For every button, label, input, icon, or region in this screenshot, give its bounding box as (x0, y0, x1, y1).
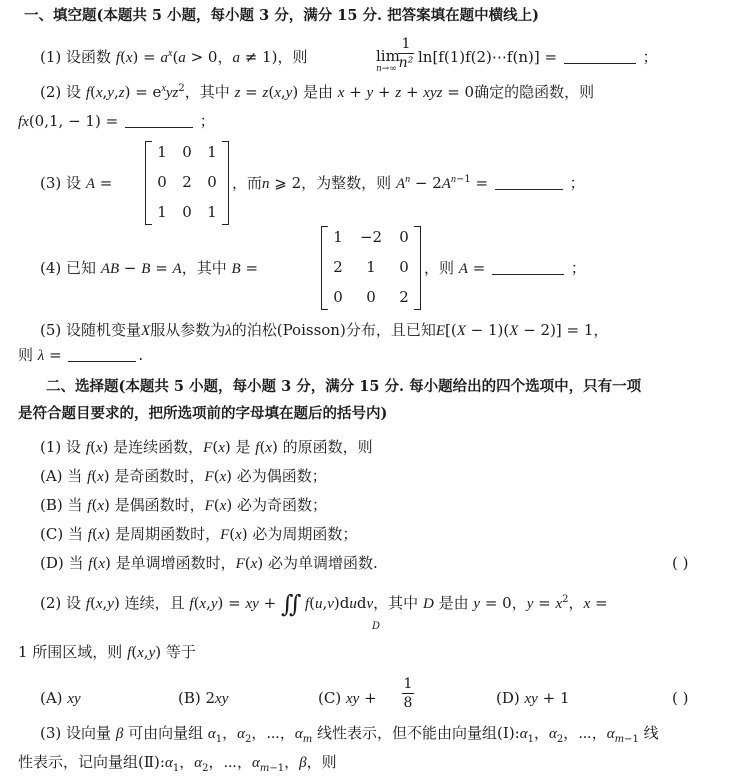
matrix-cell: 1 (207, 143, 217, 161)
matrix-cell: 0 (333, 288, 343, 306)
choice-2-option-d[interactable]: (D) xy + 1 (496, 689, 570, 707)
fill-question-2-line2: fx(0,1, − 1) = ； (18, 112, 215, 130)
matrix-cell: −2 (359, 228, 383, 246)
answer-blank-5[interactable] (68, 347, 136, 362)
fill-question-1: (1) 设函数 $f(x) = a^x(a > 0$，a ≠ 1)，则 (40, 48, 308, 66)
lim-subscript: n→∞ (376, 64, 397, 74)
matrix-cell: 0 (182, 143, 192, 161)
matrix-cell: 0 (399, 258, 409, 276)
matrix-B (321, 226, 421, 310)
choice-1-option-d[interactable]: (D) 当 f(x) 是单调增函数时，F(x) 必为单调增函数. (40, 554, 378, 572)
section2-heading-line2: 是符合题目要求的，把所选项前的字母填在题后的括号内) (18, 405, 388, 422)
answer-blank-1[interactable] (564, 49, 636, 64)
choice-1-option-a[interactable]: (A) 当 f(x) 是奇函数时，F(x) 必为偶函数； (40, 467, 327, 485)
choice-question-3-line1: (3) 设向量 β 可由向量组 $\alpha_1$，$\alpha_2$，⋯，$\alpha_m$ 线性表示，但不能由向量组$(Ⅰ):\alpha_1$，$\alpha_2$，⋯，$\alpha_{m-1}$ 线 (40, 724, 659, 745)
matrix-cell: 2 (182, 173, 192, 191)
fill-question-5-line2: 则 λ = . (18, 346, 144, 364)
matrix-cell: 0 (182, 203, 192, 221)
matrix-cell: 2 (399, 288, 409, 306)
matrix-cell: 1 (157, 143, 167, 161)
choice-2-option-a[interactable]: (A) xy (40, 689, 81, 707)
matrix-cell: 0 (157, 173, 167, 191)
section1-heading: 一、填空题(本题共 5 小题，每小题 3 分，满分 15 分. 把答案填在题中横线上) (24, 7, 539, 24)
fill-question-4-label: (4) 已知 AB − B = A，其中 B = (40, 259, 259, 277)
fill-question-3-rest: ，而n ⩾ 2，为整数，则 $A^n - 2A^{n-1}$ = ； (232, 174, 585, 192)
double-integral-sign: ∬ (280, 590, 296, 618)
choice-2-option-b[interactable]: (B) 2xy (178, 689, 229, 707)
answer-paren-2[interactable]: ( ) (672, 689, 689, 707)
fraction-one-eighth: 1 8 (403, 676, 413, 711)
frac-numerator: 1 (401, 36, 411, 52)
choice-question-1-stem: (1) 设 f(x) 是连续函数，F(x) 是 f(x) 的原函数，则 (40, 438, 373, 456)
answer-blank-2[interactable] (125, 113, 193, 128)
matrix-cell: 2 (333, 258, 343, 276)
section2-heading-line1: 二、选择题(本题共 5 小题，每小题 3 分，满分 15 分. 每小题给出的四个选项中，只有一项 (46, 378, 642, 395)
fill-question-3-label: (3) 设 A = (40, 174, 113, 192)
matrix-cell: 1 (157, 203, 167, 221)
matrix-cell: 0 (399, 228, 409, 246)
choice-2-option-c[interactable]: (C) xy + (318, 689, 377, 707)
choice-1-option-c[interactable]: (C) 当 f(x) 是周期函数时，F(x) 必为周期函数； (40, 525, 358, 543)
matrix-cell: 0 (207, 173, 217, 191)
fraction-one-over-n-squared (398, 36, 414, 71)
fill-question-5-line1: (5) 设随机变量X服从参数为λ的泊松(Poisson)分布，且已知E[(X − 1)(X − 2)] = 1， (40, 321, 609, 339)
limit-expression (376, 47, 400, 74)
matrix-A (145, 141, 229, 225)
fill-question-4-rest: ，则 A = ； (424, 259, 586, 277)
matrix-cell: 0 (366, 288, 376, 306)
choice-1-option-b[interactable]: (B) 当 f(x) 是偶函数时，F(x) 必为奇函数； (40, 496, 327, 514)
choice-question-3-line2: 性表示，记向量组$(Ⅱ):\alpha_1$，$\alpha_2$，⋯，$\alpha_{m-1}$，β，则 (18, 753, 337, 774)
matrix-cell: 1 (207, 203, 217, 221)
frac-denominator: n² (398, 55, 414, 71)
matrix-cell: 1 (333, 228, 343, 246)
choice-question-2-stem: (2) 设 f(x,y) 连续，且 f(x,y) = xy + ∬ f(u,v)dudv，其中 D 是由 y = 0，$y = x^2$，x = (40, 590, 608, 618)
matrix-cell: 1 (366, 258, 376, 276)
answer-paren-1[interactable]: ( ) (672, 554, 689, 572)
lim-word: lim (376, 47, 400, 65)
answer-blank-4[interactable] (492, 260, 564, 275)
integral-region-D: D (372, 621, 381, 632)
choice-question-2-line2: 1 所围区域，则 f(x,y) 等于 (18, 643, 196, 661)
fill-question-2-line1: (2) 设 $f(x,y,z) = e^xyz^2$，其中 z = z(x,y) 是由 x + y + z + xyz = 0确定的隐函数，则 (40, 83, 595, 101)
log-product-expression: ln[f(1)f(2)⋯f(n)] = ； (418, 48, 658, 66)
answer-blank-3[interactable] (495, 175, 563, 190)
